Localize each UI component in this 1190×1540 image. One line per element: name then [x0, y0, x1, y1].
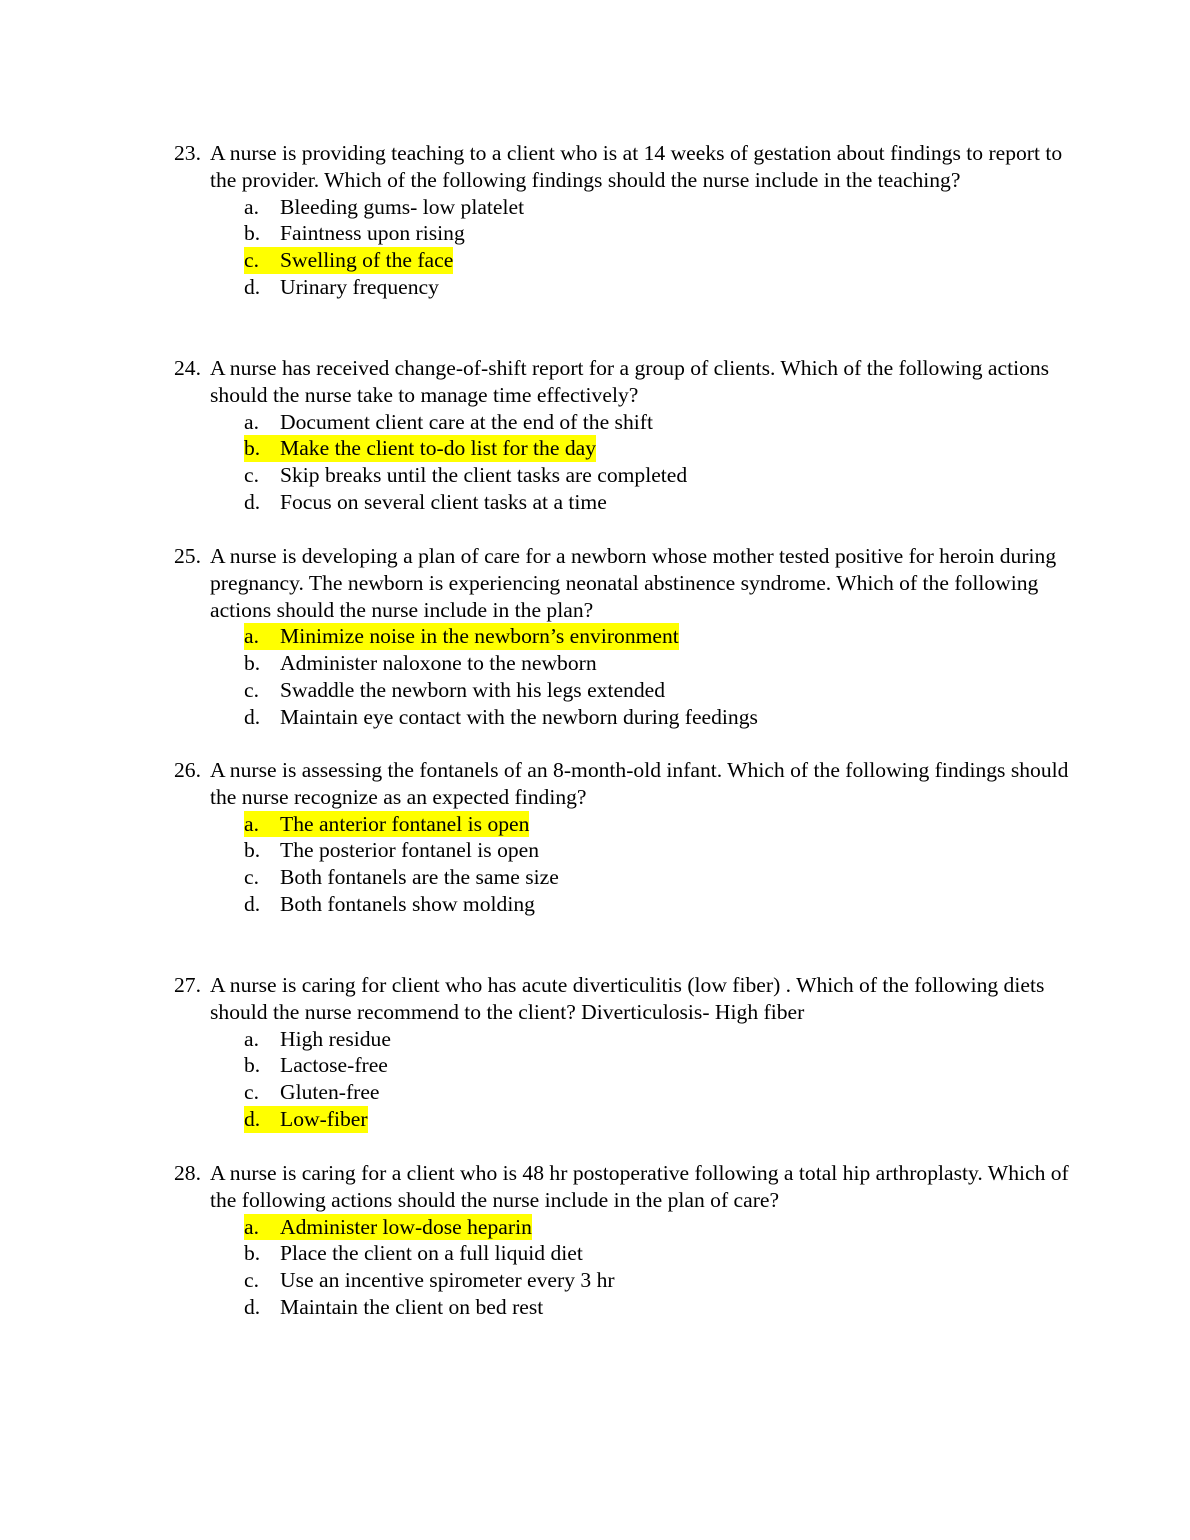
answer-option-c	[244, 677, 1074, 704]
question-stem	[174, 972, 1074, 1026]
option-letter: a.	[244, 194, 259, 219]
question-stem	[174, 543, 1074, 623]
answer-option-c	[244, 462, 1074, 489]
option-letter: b.	[244, 436, 261, 461]
question-24	[174, 355, 1074, 516]
question-stem	[174, 757, 1074, 811]
option-letter: a.	[244, 624, 259, 649]
question-text: A nurse has received change-of-shift report for a group of clients. Which of the following actions should the nurse take to manage time effectively?	[210, 356, 1050, 407]
question-number: 25.	[174, 544, 201, 568]
answer-options	[174, 194, 1074, 301]
option-text: Maintain eye contact with the newborn during feedings	[280, 704, 758, 729]
option-letter: b.	[244, 1053, 261, 1078]
answer-options	[174, 623, 1074, 730]
answer-option-a	[244, 409, 1074, 436]
option-letter: a.	[244, 1214, 259, 1239]
question-number: 28.	[174, 1161, 201, 1185]
option-letter: c.	[244, 677, 259, 702]
answer-option-d	[244, 274, 1074, 301]
answer-option-d	[244, 1106, 1074, 1133]
option-text: Lactose-free	[280, 1053, 388, 1078]
option-letter: b.	[244, 221, 261, 246]
answer-option-d	[244, 489, 1074, 516]
option-letter: c.	[244, 865, 259, 890]
question-number: 26.	[174, 758, 201, 782]
question-28	[174, 1160, 1074, 1321]
option-letter: a.	[244, 811, 259, 836]
answer-option-d	[244, 891, 1074, 918]
option-text: Faintness upon rising	[280, 221, 465, 246]
option-text: Focus on several client tasks at a time	[280, 489, 607, 514]
answer-option-a	[244, 811, 1074, 838]
question-text: A nurse is assessing the fontanels of an 8-month-old infant. Which of the following findings should the nurse recognize as an expected finding?	[210, 758, 1069, 809]
option-text: Place the client on a full liquid diet	[280, 1241, 583, 1266]
option-text: The posterior fontanel is open	[280, 838, 540, 863]
option-text: High residue	[280, 1026, 391, 1051]
answer-options	[174, 1214, 1074, 1321]
option-text: Both fontanels show molding	[280, 891, 535, 916]
option-text: Skip breaks until the client tasks are completed	[280, 463, 688, 488]
question-number: 27.	[174, 973, 201, 997]
answer-options	[174, 409, 1074, 516]
question-text: A nurse is caring for a client who is 48 hr postoperative following a total hip arthroplasty. Which of the following actions should the nurse include in the plan of care?	[210, 1161, 1069, 1212]
option-text: The anterior fontanel is open	[280, 811, 530, 836]
question-27	[174, 972, 1074, 1133]
answer-option-b	[244, 435, 1074, 462]
question-number: 24.	[174, 356, 201, 380]
answer-options	[174, 1026, 1074, 1133]
option-text: Use an incentive spirometer every 3 hr	[280, 1268, 615, 1293]
answer-option-b	[244, 837, 1074, 864]
option-text: Bleeding gums- low platelet	[280, 194, 525, 219]
option-text: Low-fiber	[280, 1106, 368, 1131]
answer-option-d	[244, 1294, 1074, 1321]
question-26	[174, 757, 1074, 918]
answer-option-a	[244, 194, 1074, 221]
answer-option-b	[244, 220, 1074, 247]
option-letter: c.	[244, 1268, 259, 1293]
option-text: Urinary frequency	[280, 274, 439, 299]
question-text: A nurse is caring for client who has acute diverticulitis (low fiber) . Which of the following diets should the nurse recommend to the client? Diverticulosis- High fiber	[210, 973, 1045, 1024]
option-text: Swelling of the face	[280, 248, 454, 273]
option-letter: d.	[244, 1294, 261, 1319]
option-text: Make the client to-do list for the day	[280, 436, 597, 461]
question-stem	[174, 355, 1074, 409]
question-25	[174, 543, 1074, 731]
answer-option-a	[244, 1214, 1074, 1241]
option-text: Both fontanels are the same size	[280, 865, 559, 890]
question-23	[174, 140, 1074, 301]
question-text: A nurse is providing teaching to a client who is at 14 weeks of gestation about findings to report to the provider. Which of the following findings should the nurse include in the teaching?	[210, 141, 1063, 192]
answer-option-a	[244, 1026, 1074, 1053]
option-letter: d.	[244, 1106, 261, 1131]
option-letter: a.	[244, 409, 259, 434]
answer-option-c	[244, 1267, 1074, 1294]
option-text: Administer naloxone to the newborn	[280, 651, 597, 676]
option-letter: d.	[244, 274, 261, 299]
question-text: A nurse is developing a plan of care for a newborn whose mother tested positive for heroin during pregnancy. The newborn is experiencing neonatal abstinence syndrome. Which of the following actions should the nurse include in the plan?	[210, 544, 1057, 622]
answer-option-b	[244, 1240, 1074, 1267]
option-letter: d.	[244, 489, 261, 514]
option-text: Administer low-dose heparin	[280, 1214, 532, 1239]
option-letter: d.	[244, 891, 261, 916]
question-number: 23.	[174, 141, 201, 165]
option-letter: b.	[244, 838, 261, 863]
answer-option-b	[244, 1052, 1074, 1079]
answer-option-d	[244, 704, 1074, 731]
option-text: Swaddle the newborn with his legs extended	[280, 677, 666, 702]
option-text: Gluten-free	[280, 1080, 380, 1105]
answer-options	[174, 811, 1074, 918]
option-letter: b.	[244, 651, 261, 676]
option-letter: a.	[244, 1026, 259, 1051]
option-text: Minimize noise in the newborn’s environment	[280, 624, 679, 649]
question-stem	[174, 140, 1074, 194]
answer-option-a	[244, 623, 1074, 650]
option-text: Document client care at the end of the shift	[280, 409, 653, 434]
option-letter: c.	[244, 463, 259, 488]
option-text: Maintain the client on bed rest	[280, 1294, 544, 1319]
option-letter: c.	[244, 1080, 259, 1105]
answer-option-c	[244, 864, 1074, 891]
answer-option-c	[244, 1079, 1074, 1106]
option-letter: b.	[244, 1241, 261, 1266]
answer-option-c	[244, 247, 1074, 274]
question-stem	[174, 1160, 1074, 1214]
answer-option-b	[244, 650, 1074, 677]
option-letter: c.	[244, 248, 259, 273]
option-letter: d.	[244, 704, 261, 729]
